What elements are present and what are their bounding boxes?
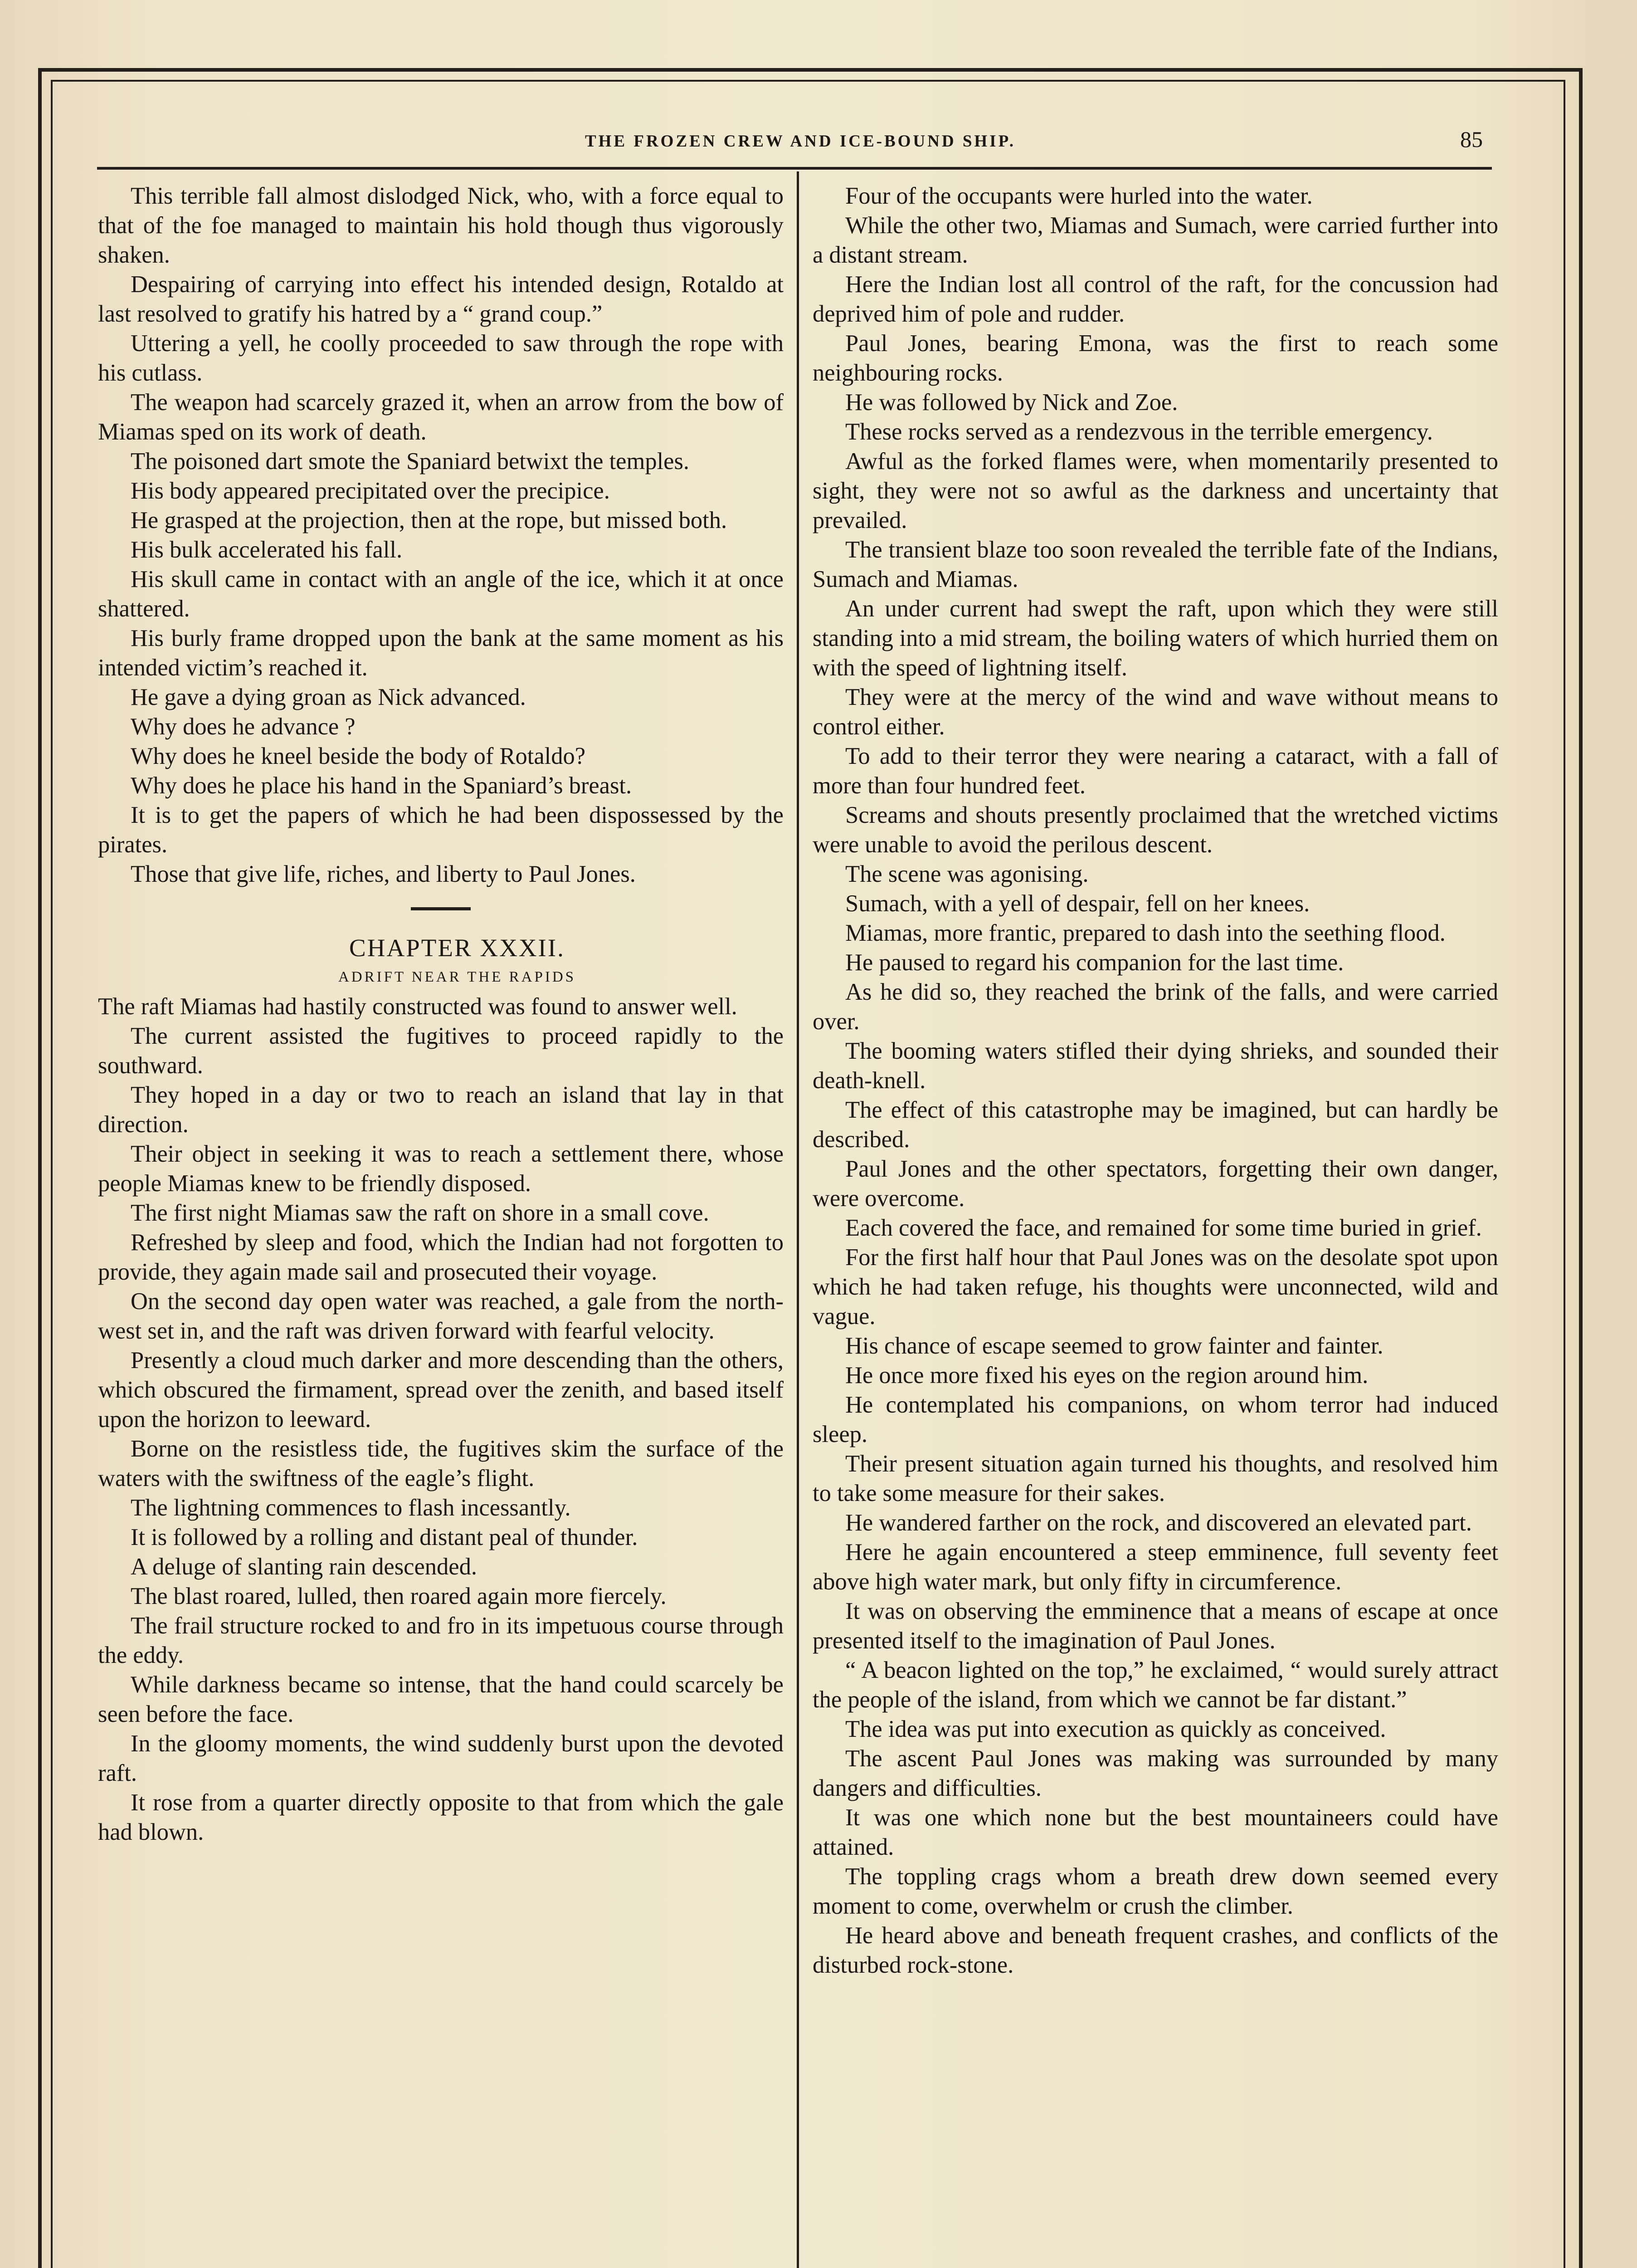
paragraph: The booming waters stifled their dying shrieks, and sounded their death-knell. xyxy=(813,1038,1498,1094)
header-rule xyxy=(97,167,1492,170)
paragraph: Each covered the face, and remained for some time buried in grief. xyxy=(845,1215,1482,1241)
paragraph: The ascent Paul Jones was making was surrounded by many dangers and difficulties. xyxy=(813,1745,1498,1801)
left-column xyxy=(98,181,784,1847)
paragraph: Their object in seeking it was to reach a settlement there, whose people Miamas knew to be friendly disposed. xyxy=(98,1141,784,1197)
paragraph: He heard above and beneath frequent crashes, and conflicts of the disturbed rock-stone. xyxy=(813,1922,1498,1978)
paragraph: The raft Miamas had hastily constructed was found to answer well. xyxy=(98,993,737,1020)
paragraph: He grasped at the projection, then at the rope, but missed both. xyxy=(131,507,727,533)
paragraph: He wandered farther on the rock, and discovered an elevated part. xyxy=(845,1510,1472,1536)
paragraph: Despairing of carrying into effect his intended design, Rotaldo at last resolved to gratify his hatred by a “ grand coup.” xyxy=(98,271,784,327)
paragraph: While the other two, Miamas and Sumach, were carried further into a distant stream. xyxy=(813,212,1498,268)
paragraph: It is to get the papers of which he had been dispossessed by the pirates. xyxy=(98,802,784,858)
paragraph: The poisoned dart smote the Spaniard betwixt the temples. xyxy=(131,448,690,474)
paragraph: While darkness became so intense, that the hand could scarcely be seen before the face. xyxy=(98,1672,784,1727)
paragraph: It was on observing the emminence that a means of escape at once presented itself to the imagination of Paul Jones. xyxy=(813,1598,1498,1654)
paragraph: Why does he advance ? xyxy=(131,714,356,740)
paragraph: Four of the occupants were hurled into the water. xyxy=(845,183,1313,209)
paragraph: Their present situation again turned his thoughts, and resolved him to take some measure for their sakes. xyxy=(813,1451,1498,1506)
paragraph: The weapon had scarcely grazed it, when an arrow from the bow of Miamas sped on its work of death. xyxy=(98,389,784,445)
paragraph: His bulk accelerated his fall. xyxy=(131,537,403,563)
paragraph: He gave a dying groan as Nick advanced. xyxy=(131,684,526,710)
paragraph: Here he again encountered a steep emminence, full seventy feet above high water mark, but only fifty in circumference. xyxy=(813,1539,1498,1595)
running-header xyxy=(91,122,1510,163)
section-divider-rule xyxy=(411,907,471,910)
running-title: THE FROZEN CREW AND ICE-BOUND SHIP. xyxy=(585,132,1016,151)
paragraph: Why does he place his hand in the Spaniard’s breast. xyxy=(131,772,632,799)
paragraph: He was followed by Nick and Zoe. xyxy=(845,389,1178,415)
paragraph: To add to their terror they were nearing a cataract, with a fall of more than four hundred feet. xyxy=(813,743,1498,799)
paragraph: He paused to regard his companion for the last time. xyxy=(845,949,1344,976)
right-paragraphs xyxy=(813,181,1498,1980)
paragraph: The scene was agonising. xyxy=(845,861,1089,887)
right-column xyxy=(813,181,1498,1980)
paragraph: It rose from a quarter directly opposite to that from which the gale had blown. xyxy=(98,1789,784,1845)
chapter-title: CHAPTER XXXII. xyxy=(349,934,565,962)
paragraph: Awful as the forked flames were, when momentarily presented to sight, they were not so awful as the darkness and uncertainty that prevailed. xyxy=(813,448,1498,533)
paragraph: His chance of escape seemed to grow fainter and fainter. xyxy=(845,1333,1384,1359)
paragraph: In the gloomy moments, the wind suddenly burst upon the devoted raft. xyxy=(98,1730,784,1786)
paragraph: Uttering a yell, he coolly proceeded to saw through the rope with his cutlass. xyxy=(98,330,784,386)
paragraph: These rocks served as a rendezvous in the terrible emergency. xyxy=(845,419,1433,445)
paragraph: The blast roared, lulled, then roared again more fiercely. xyxy=(131,1583,667,1609)
paragraph: The transient blaze too soon revealed the terrible fate of the Indians, Sumach and Miamas. xyxy=(813,537,1498,592)
paragraph: It was one which none but the best mountaineers could have attained. xyxy=(813,1804,1498,1860)
paragraph: The effect of this catastrophe may be imagined, but can hardly be described. xyxy=(813,1097,1498,1153)
paragraph: On the second day open water was reached, a gale from the north-west set in, and the raft was driven forward with fearful velocity. xyxy=(98,1288,784,1344)
column-divider xyxy=(797,171,799,2268)
paragraph: Paul Jones, bearing Emona, was the first to reach some neighbouring rocks. xyxy=(813,330,1498,386)
paragraph: This terrible fall almost dislodged Nick, who, with a force equal to that of the foe managed to maintain his hold though thus vigorously shaken. xyxy=(98,183,784,268)
paragraph: His body appeared precipitated over the precipice. xyxy=(131,478,610,504)
paragraph: They were at the mercy of the wind and wave without means to control either. xyxy=(813,684,1498,740)
paragraph: His burly frame dropped upon the bank at the same moment as his intended victim’s reached it. xyxy=(98,625,784,681)
paragraph: He contemplated his companions, on whom terror had induced sleep. xyxy=(813,1392,1498,1447)
paragraph: Sumach, with a yell of despair, fell on her knees. xyxy=(845,890,1310,917)
paragraph: His skull came in contact with an angle of the ice, which it at once shattered. xyxy=(98,566,784,622)
paragraph: Borne on the resistless tide, the fugitives skim the surface of the waters with the swiftness of the eagle’s flight. xyxy=(98,1436,784,1491)
paragraph: The first night Miamas saw the raft on shore in a small cove. xyxy=(131,1200,709,1226)
paragraph: Why does he kneel beside the body of Rotaldo? xyxy=(131,743,586,769)
paragraph: Presently a cloud much darker and more descending than the others, which obscured the firmament, spread over the zenith, and based itself upon the horizon to leeward. xyxy=(98,1347,784,1432)
paragraph: Here the Indian lost all control of the raft, for the concussion had deprived him of pole and rudder. xyxy=(813,271,1498,327)
paragraph: The idea was put into execution as quickly as conceived. xyxy=(845,1716,1386,1742)
paragraph: Refreshed by sleep and food, which the Indian had not forgotten to provide, they again made sail and prosecuted their voyage. xyxy=(98,1229,784,1285)
paragraph: A deluge of slanting rain descended. xyxy=(131,1554,477,1580)
paragraph: Screams and shouts presently proclaimed that the wretched victims were unable to avoid the perilous descent. xyxy=(813,802,1498,858)
paragraph: The frail structure rocked to and fro in its impetuous course through the eddy. xyxy=(98,1613,784,1668)
chapter-subtitle: ADRIFT NEAR THE RAPIDS xyxy=(338,969,576,985)
left-paragraphs-before-chapter xyxy=(98,181,784,889)
paragraph: “ A beacon lighted on the top,” he exclaimed, “ would surely attract the people of the island, from which we cannot be far distant.” xyxy=(813,1657,1498,1713)
paragraph: As he did so, they reached the brink of the falls, and were carried over. xyxy=(813,979,1498,1035)
paragraph: Paul Jones and the other spectators, forgetting their own danger, were overcome. xyxy=(813,1156,1498,1212)
paragraph: The toppling crags whom a breath drew down seemed every moment to come, overwhelm or crush the climber. xyxy=(813,1863,1498,1919)
paragraph: They hoped in a day or two to reach an island that lay in that direction. xyxy=(98,1082,784,1138)
paragraph: It is followed by a rolling and distant peal of thunder. xyxy=(131,1524,638,1550)
paragraph: The current assisted the fugitives to proceed rapidly to the southward. xyxy=(98,1023,784,1079)
page-number: 85 xyxy=(1460,127,1483,152)
paragraph: For the first half hour that Paul Jones was on the desolate spot upon which he had taken refuge, his thoughts were unconnected, wild and vague. xyxy=(813,1244,1498,1330)
left-paragraphs-after-chapter xyxy=(98,992,784,1847)
paragraph: Those that give life, riches, and liberty to Paul Jones. xyxy=(131,861,636,887)
paragraph: An under current had swept the raft, upon which they were still standing into a mid stream, the boiling waters of which hurried them on with the speed of lightning itself. xyxy=(813,596,1498,681)
paragraph: Miamas, more frantic, prepared to dash into the seething flood. xyxy=(845,920,1446,946)
paragraph: The lightning commences to flash incessantly. xyxy=(131,1495,571,1521)
paragraph: He once more fixed his eyes on the region around him. xyxy=(845,1362,1369,1388)
